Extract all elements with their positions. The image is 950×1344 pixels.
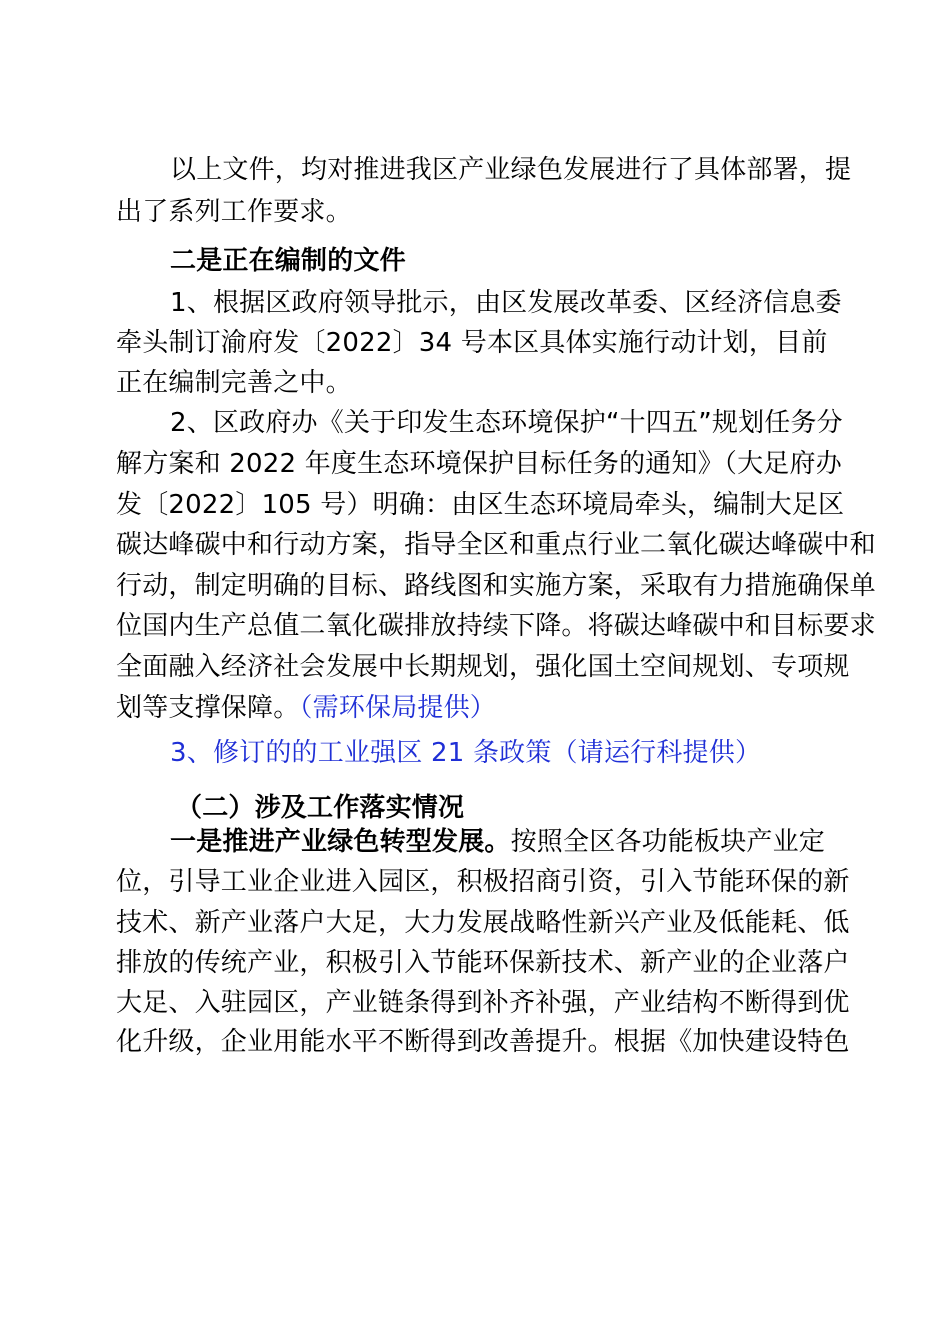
- p5-line-5: 大足、入驻园区，产业链条得到补齐补强，产业结构不断得到优: [116, 988, 850, 1018]
- heading-implementation: （二）涉及工作落实情况: [176, 793, 465, 823]
- p3-line-3: 发〔2022〕105 号）明确：由区生态环境局牵头，编制大足区: [116, 490, 845, 520]
- p3-line-1: 2、区政府办《关于印发生态环境保护“十四五”规划任务分: [170, 408, 843, 438]
- p2-line-2: 牵头制订渝府发〔2022〕34 号本区具体实施行动计划，目前: [116, 328, 828, 358]
- p3-line-6: 位国内生产总值二氧化碳排放持续下降。将碳达峰碳中和目标要求: [116, 611, 876, 641]
- p2-line-3: 正在编制完善之中。: [116, 368, 352, 398]
- p4-policy-line: 3、修订的的工业强区 21 条政策（请运行科提供）: [170, 738, 762, 768]
- p2-line-1: 1、根据区政府领导批示，由区发展改革委、区经济信息委: [170, 288, 842, 318]
- p3-request-note: （需环保局提供）: [299, 693, 497, 723]
- p5-line-1-text: 按照全区各功能板块产业定: [510, 827, 826, 857]
- p1-line-1: 以上文件，均对推进我区产业绿色发展进行了具体部署，提: [170, 155, 852, 185]
- p3-line-4: 碳达峰碳中和行动方案，指导全区和重点行业二氧化碳达峰碳中和: [116, 530, 876, 560]
- p3-line-8-text: 划等支撑保障。: [116, 693, 300, 723]
- p5-line-6: 化升级，企业用能水平不断得到改善提升。根据《加快建设特色: [116, 1027, 850, 1057]
- p3-line-8: [116, 688, 496, 728]
- p5-line-2: 位，引导工业企业进入园区，积极招商引资，引入节能环保的新: [116, 867, 850, 897]
- p5-line-3: 技术、新产业落户大足，大力发展战略性新兴产业及低能耗、低: [116, 908, 850, 938]
- p5-lead: 一是推进产业绿色转型发展。: [170, 827, 511, 857]
- heading-drafting-documents: 二是正在编制的文件: [170, 246, 406, 276]
- p3-line-5: 行动，制定明确的目标、路线图和实施方案，采取有力措施确保单: [116, 571, 876, 601]
- p1-line-2: 出了系列工作要求。: [116, 197, 352, 227]
- p3-line-7: 全面融入经济社会发展中长期规划，强化国土空间规划、专项规: [116, 652, 850, 682]
- p3-line-2: 解方案和 2022 年度生态环境保护目标任务的通知》（大足府办: [116, 449, 842, 479]
- p5-line-4: 排放的传统产业，积极引入节能环保新技术、新产业的企业落户: [116, 948, 850, 978]
- p5-line-1: [170, 822, 825, 862]
